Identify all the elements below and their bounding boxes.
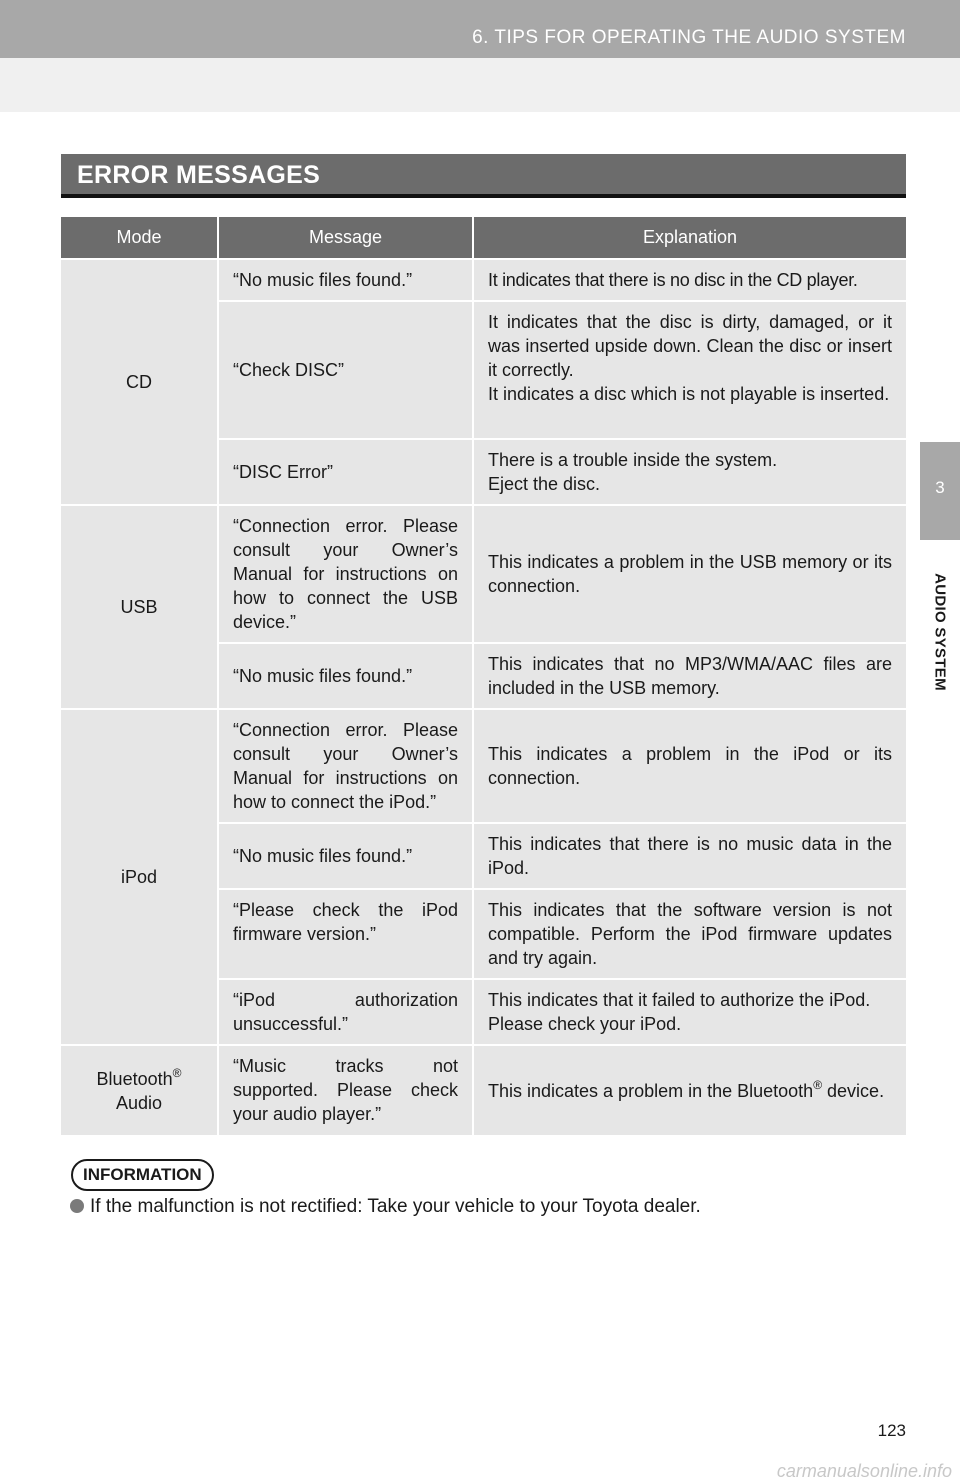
column-header-message: Message <box>218 217 473 259</box>
mode-cell-usb: USB <box>61 505 218 709</box>
table-row <box>61 505 906 643</box>
message-cell: “Music tracks not supported. Please check your audio player.” <box>218 1045 473 1135</box>
table-header-row <box>61 217 906 259</box>
table-row <box>61 709 906 823</box>
information-text: If the malfunction is not rectified: Take your vehicle to your Toyota dealer. <box>90 1196 701 1217</box>
section-header <box>61 154 906 198</box>
mode-cell-cd: CD <box>61 259 218 505</box>
information-item <box>70 1196 701 1218</box>
side-tab-label <box>920 540 960 724</box>
message-cell: “No music files found.” <box>218 643 473 709</box>
explanation-cell: It indicates that there is no disc in the CD player. <box>473 259 906 301</box>
mode-cell-ipod: iPod <box>61 709 218 1045</box>
explanation-text-start: This indicates a problem in the Bluetooth <box>488 1080 814 1101</box>
mode-bluetooth-label: Bluetooth <box>96 1068 173 1089</box>
side-tab-number-text: 3 <box>935 478 945 497</box>
registered-mark: ® <box>813 1077 823 1092</box>
explanation-cell <box>473 1045 906 1135</box>
table-row <box>61 259 906 301</box>
explanation-cell: This indicates a problem in the USB memory or its connection. <box>473 505 906 643</box>
explanation-cell: This indicates that no MP3/WMA/AAC files are included in the USB memory. <box>473 643 906 709</box>
column-header-explanation: Explanation <box>473 217 906 259</box>
message-cell: “No music files found.” <box>218 823 473 889</box>
explanation-cell: This indicates a problem in the iPod or its connection. <box>473 709 906 823</box>
section-title: ERROR MESSAGES <box>77 161 321 189</box>
message-cell: “Connection error. Please consult your Owner’s Manual for instructions on how to connect the iPod.” <box>218 709 473 823</box>
side-tab-number <box>920 442 960 540</box>
error-messages-table <box>61 217 906 1135</box>
mode-cell-bluetooth <box>61 1045 218 1135</box>
page-number: 123 <box>877 1421 906 1440</box>
message-cell: “Check DISC” <box>218 301 473 439</box>
header-bar <box>0 0 960 58</box>
explanation-cell: This indicates that it failed to authorize the iPod. Please check your iPod. <box>473 979 906 1045</box>
bullet-icon <box>70 1199 84 1213</box>
message-cell: “Please check the iPod firmware version.” <box>218 889 473 979</box>
table-row <box>61 1045 906 1135</box>
column-header-mode: Mode <box>61 217 218 259</box>
information-badge: INFORMATION <box>71 1159 214 1191</box>
message-cell: “No music files found.” <box>218 259 473 301</box>
explanation-cell: There is a trouble inside the system. Eject the disc. <box>473 439 906 505</box>
message-cell: “DISC Error” <box>218 439 473 505</box>
message-cell: “Connection error. Please consult your Owner’s Manual for instructions on how to connect the USB device.” <box>218 505 473 643</box>
message-cell: “iPod authorization unsuccessful.” <box>218 979 473 1045</box>
side-tab-label-text: AUDIO SYSTEM <box>931 573 949 691</box>
explanation-cell: It indicates that the disc is dirty, damaged, or it was inserted upside down. Clean the disc or insert it correctly. It indicates a disc which is not playable is inserted. <box>473 301 906 439</box>
registered-mark: ® <box>172 1065 182 1080</box>
explanation-text-end: device. <box>822 1080 885 1101</box>
mode-audio-label: Audio <box>115 1092 163 1113</box>
explanation-cell: This indicates that the software version is not compatible. Perform the iPod firmware updates and try again. <box>473 889 906 979</box>
explanation-cell: This indicates that there is no music data in the iPod. <box>473 823 906 889</box>
watermark: carmanualsonline.info <box>776 1461 952 1481</box>
chapter-title: 6. TIPS FOR OPERATING THE AUDIO SYSTEM <box>472 27 906 48</box>
